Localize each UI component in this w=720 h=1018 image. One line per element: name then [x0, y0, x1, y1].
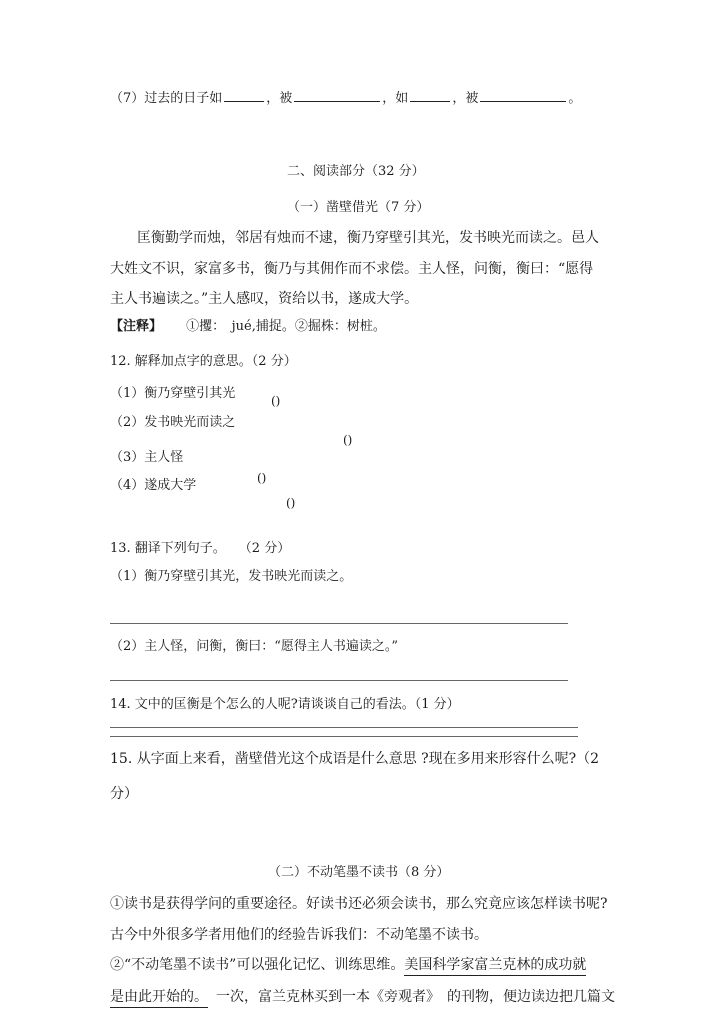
passage-1-title: （一）凿壁借光（7 分）: [287, 200, 430, 215]
question-14-title: 14. 文中的匡衡是个怎么的人呢?请谈谈自己的看法。（1 分）: [110, 697, 460, 712]
annotation: [110, 320, 386, 333]
q12-item: （1）衡乃穿壁引其光: [110, 386, 236, 401]
question-15-line: 15. 从字面上来看，凿壁借光这个成语是什么意思 ?现在多用来形容什么呢?（2: [110, 751, 600, 767]
q12-item: （2）发书映光而读之: [110, 415, 236, 430]
q7-part: ，被: [266, 91, 293, 106]
annotation-label: 【注释】: [110, 319, 163, 334]
q7-label: （7）过去的日子如: [110, 91, 223, 106]
q13-sentence: （1）衡乃穿壁引其光，发书映光而读之。: [110, 569, 353, 584]
answer-blank[interactable]: [294, 89, 380, 102]
q12-item: （3）主人怪: [110, 450, 184, 465]
q7-part: ，被: [452, 91, 479, 106]
answer-paren[interactable]: (): [286, 496, 296, 510]
passage-line: 大姓文不识，家富多书，衡乃与其佣作而不求偿。主人怪，问衡，衡曰：“愿得: [110, 261, 594, 277]
answer-blank[interactable]: [224, 89, 264, 102]
question-13-title: 13. 翻译下列句子。 （2 分）: [110, 541, 291, 556]
annotation-text: ①攫： jué,捕捉。②掘株：树桩。: [186, 319, 386, 334]
answer-line[interactable]: [110, 680, 568, 681]
q7-end: 。: [568, 91, 582, 106]
question-7: [110, 89, 581, 105]
q7-part: ，如: [382, 91, 409, 106]
passage-2-title: （二）不动笔墨不读书（8 分）: [268, 865, 450, 880]
passage-line: 古今中外很多学者用他们的经验告诉我们：不动笔墨不读书。: [110, 927, 488, 943]
passage-line: 主人书遍读之。”主人感叹，资给以书，遂成大学。: [110, 291, 419, 307]
q13-sentence: （2）主人怪，问衡，衡曰：“愿得主人书遍读之。”: [110, 639, 399, 654]
passage-text: 一次，富兰克林买到一本《旁观者》 的刊物，便边读边把几篇文: [216, 989, 615, 1005]
passage-line: ①读书是获得学问的重要途径。好读书还必须会读书，那么究竟应该怎样读书呢?: [110, 896, 608, 912]
answer-paren[interactable]: (): [271, 394, 281, 408]
answer-line[interactable]: [110, 623, 568, 624]
answer-paren[interactable]: (): [257, 471, 267, 485]
question-12-title: 12. 解释加点字的意思。（2 分）: [110, 354, 297, 369]
section-title: 二、阅读部分（32 分）: [287, 164, 425, 179]
underlined-text: 美国科学家富兰克林的成功就: [404, 957, 586, 976]
question-15-line: 分）: [110, 786, 138, 802]
passage-line: 匡衡勤学而烛，邻居有烛而不逮，衡乃穿壁引其光，发书映光而读之。邑人: [137, 230, 599, 246]
answer-blank[interactable]: [410, 89, 450, 102]
passage-line: [110, 990, 615, 1004]
answer-blank[interactable]: [480, 89, 566, 102]
q12-item: （4）遂成大学: [110, 478, 197, 493]
passage-text: ②“不动笔墨不读书”可以强化记忆、训练思维。: [110, 957, 405, 973]
answer-line[interactable]: [110, 736, 578, 737]
answer-line[interactable]: [110, 727, 578, 728]
passage-line: [110, 958, 586, 972]
answer-paren[interactable]: (): [343, 433, 353, 447]
underlined-text: 是由此开始的。: [110, 989, 208, 1008]
